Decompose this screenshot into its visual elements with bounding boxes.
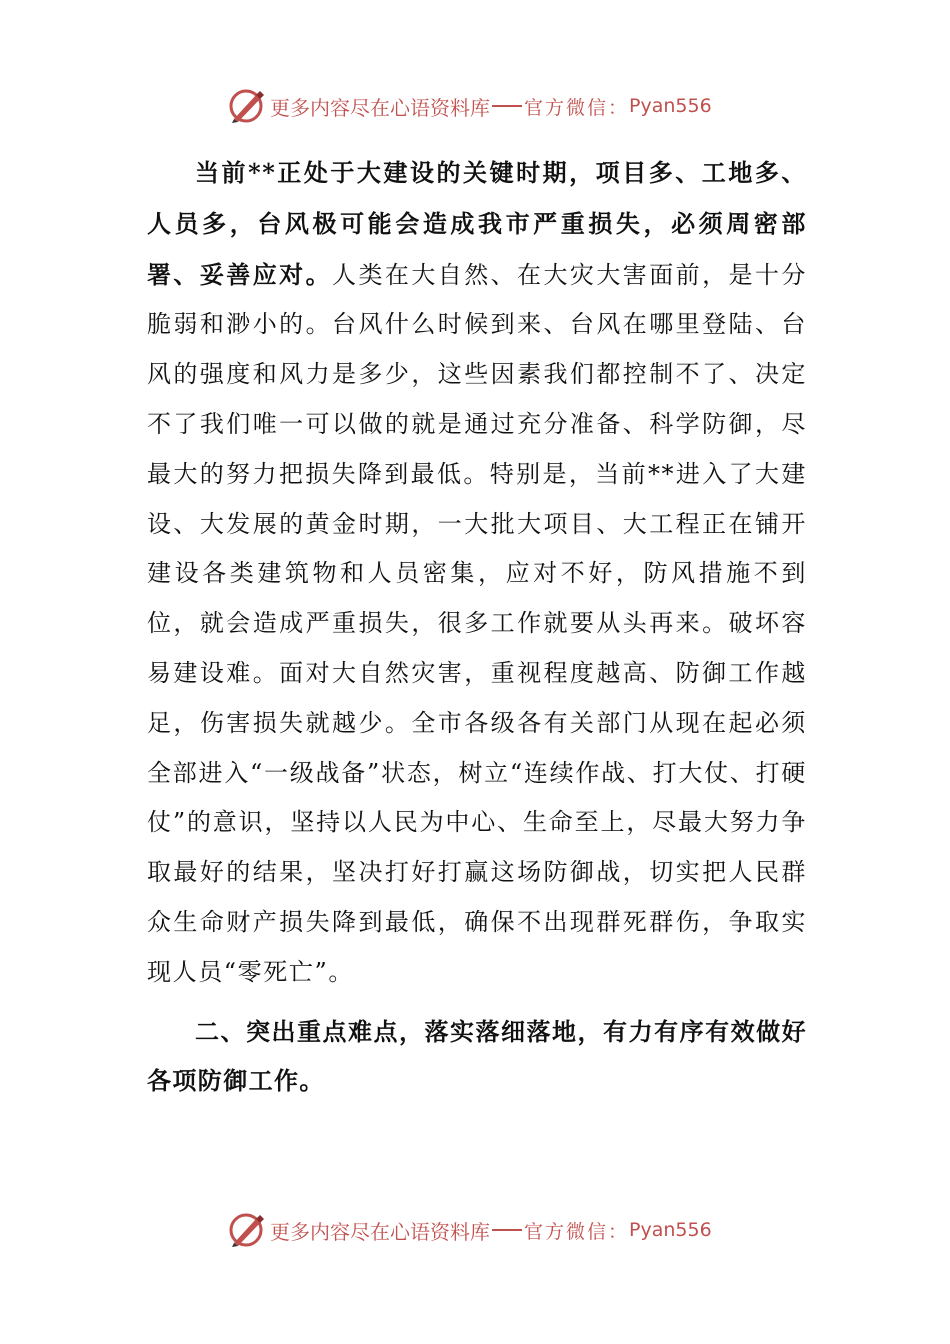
banner-sub-text: 官方微信： [524,96,630,119]
paragraph-1-body: 人类在大自然、在大灾大害面前，是十分脆弱和渺小的。台风什么时候到来、台风在哪里登陆、台风的强度和风力是多少，这些因素我们都控制不了、决定不了我们唯一可以做的就是通过充分准备、科学防御，尽最大的努力把损失降到最低。特别是，当前**进入了大建设、大发展的黄金时期，一大批大项目、大工程正在铺开建设各类建筑物和人员密集，应对不好，防风措施不到位，就会造成严重损失，很多工作就要从头再来。破坏容易建设难。面对大自然灾害，重视程度越高、防御工作越足，伤害损失就越少。全市各级各有关部门从现在起必须全部进入“一级战备”状态，树立“连续作战、打大仗、打硬仗”的意识，坚持以人民为中心、生命至上，尽最大努力争取最好的结果，坚决打好打赢这场防御战，切实把人民群众生命财产损失降到最低，确保不出现群死群伤，争取实现人员“零死亡”。 [147,260,807,986]
footer-banner [226,1208,746,1252]
paragraph-1 [147,148,807,998]
banner-sub-text: 官方微信： [524,1220,630,1243]
banner-dash [492,1229,522,1231]
banner-wechat-id: Pyan556 [629,95,712,117]
section-heading-2: 二、突出重点难点，落实落细落地，有力有序有效做好各项防御工作。 [147,1016,807,1096]
pen-logo-icon [226,86,266,126]
header-banner [226,84,746,128]
paragraph-1-bold-lead: 当前**正处于大建设的关键时期，项目多、工地多、人员多，台风极可能会造成我市严重损失，必须周密部署、妥善应对。 [147,158,807,289]
document-body [147,148,807,1106]
banner-main-text: 更多内容尽在心语资料库 [270,1219,490,1244]
banner-dash [492,105,522,107]
banner-main-text: 更多内容尽在心语资料库 [270,95,490,120]
banner-wechat-id: Pyan556 [629,1219,712,1241]
pen-logo-icon [226,1210,266,1250]
